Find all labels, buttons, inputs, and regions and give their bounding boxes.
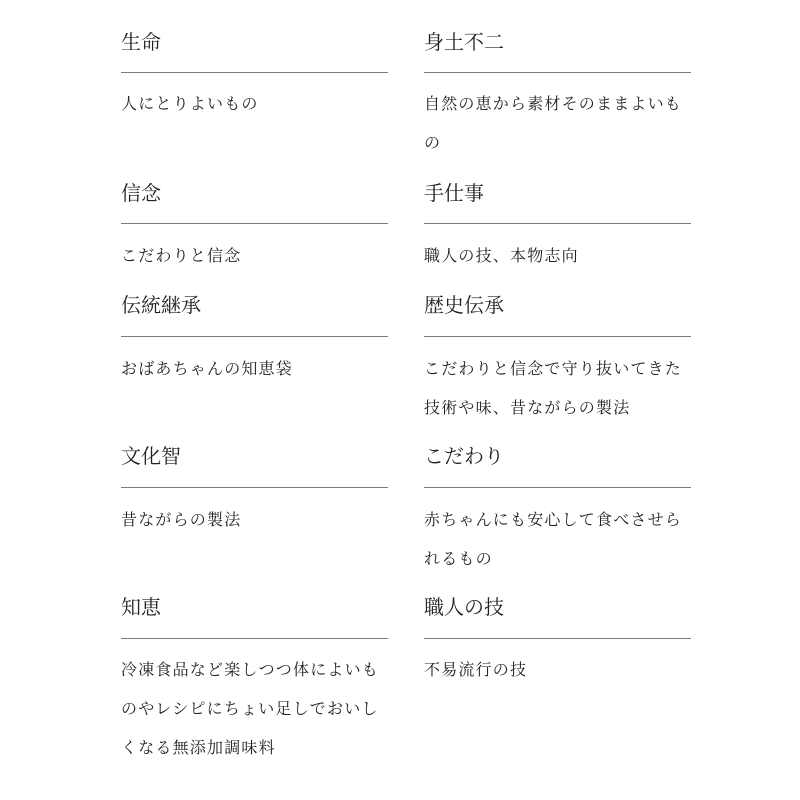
item-description: 自然の恵から素材そのままよいもの bbox=[424, 94, 683, 152]
item-description: 冷凍食品など楽しつつ体によいものやレシピにちょい足しでおいしくなる無添加調味料 bbox=[121, 660, 380, 757]
divider bbox=[424, 638, 691, 639]
item-description: こだわりと信念 bbox=[121, 246, 242, 265]
item-title: 歴史伝承 bbox=[424, 293, 504, 317]
divider bbox=[424, 223, 691, 224]
item-title: こだわり bbox=[424, 444, 504, 468]
item-title: 手仕事 bbox=[424, 181, 484, 205]
item-title: 文化智 bbox=[121, 444, 181, 468]
divider bbox=[121, 223, 388, 224]
divider bbox=[424, 487, 691, 488]
item-description: おばあちゃんの知恵袋 bbox=[121, 359, 294, 378]
item-title: 職人の技 bbox=[424, 595, 504, 619]
divider bbox=[424, 336, 691, 337]
divider bbox=[121, 336, 388, 337]
item-description: 人にとりよいもの bbox=[121, 94, 259, 113]
item-title: 伝統継承 bbox=[121, 293, 201, 317]
item-description: こだわりと信念で守り抜いてきた技術や味、昔ながらの製法 bbox=[424, 359, 683, 417]
item-title: 知恵 bbox=[121, 595, 161, 619]
item-description: 昔ながらの製法 bbox=[121, 510, 242, 529]
item-description: 職人の技、本物志向 bbox=[424, 246, 579, 265]
item-title: 信念 bbox=[121, 181, 161, 205]
item-title: 生命 bbox=[121, 30, 161, 54]
divider bbox=[121, 638, 388, 639]
divider bbox=[121, 487, 388, 488]
item-description: 赤ちゃんにも安心して食べさせられるもの bbox=[424, 510, 683, 568]
divider bbox=[424, 72, 691, 73]
divider bbox=[121, 72, 388, 73]
item-description: 不易流行の技 bbox=[424, 660, 528, 679]
item-title: 身土不二 bbox=[424, 30, 504, 54]
